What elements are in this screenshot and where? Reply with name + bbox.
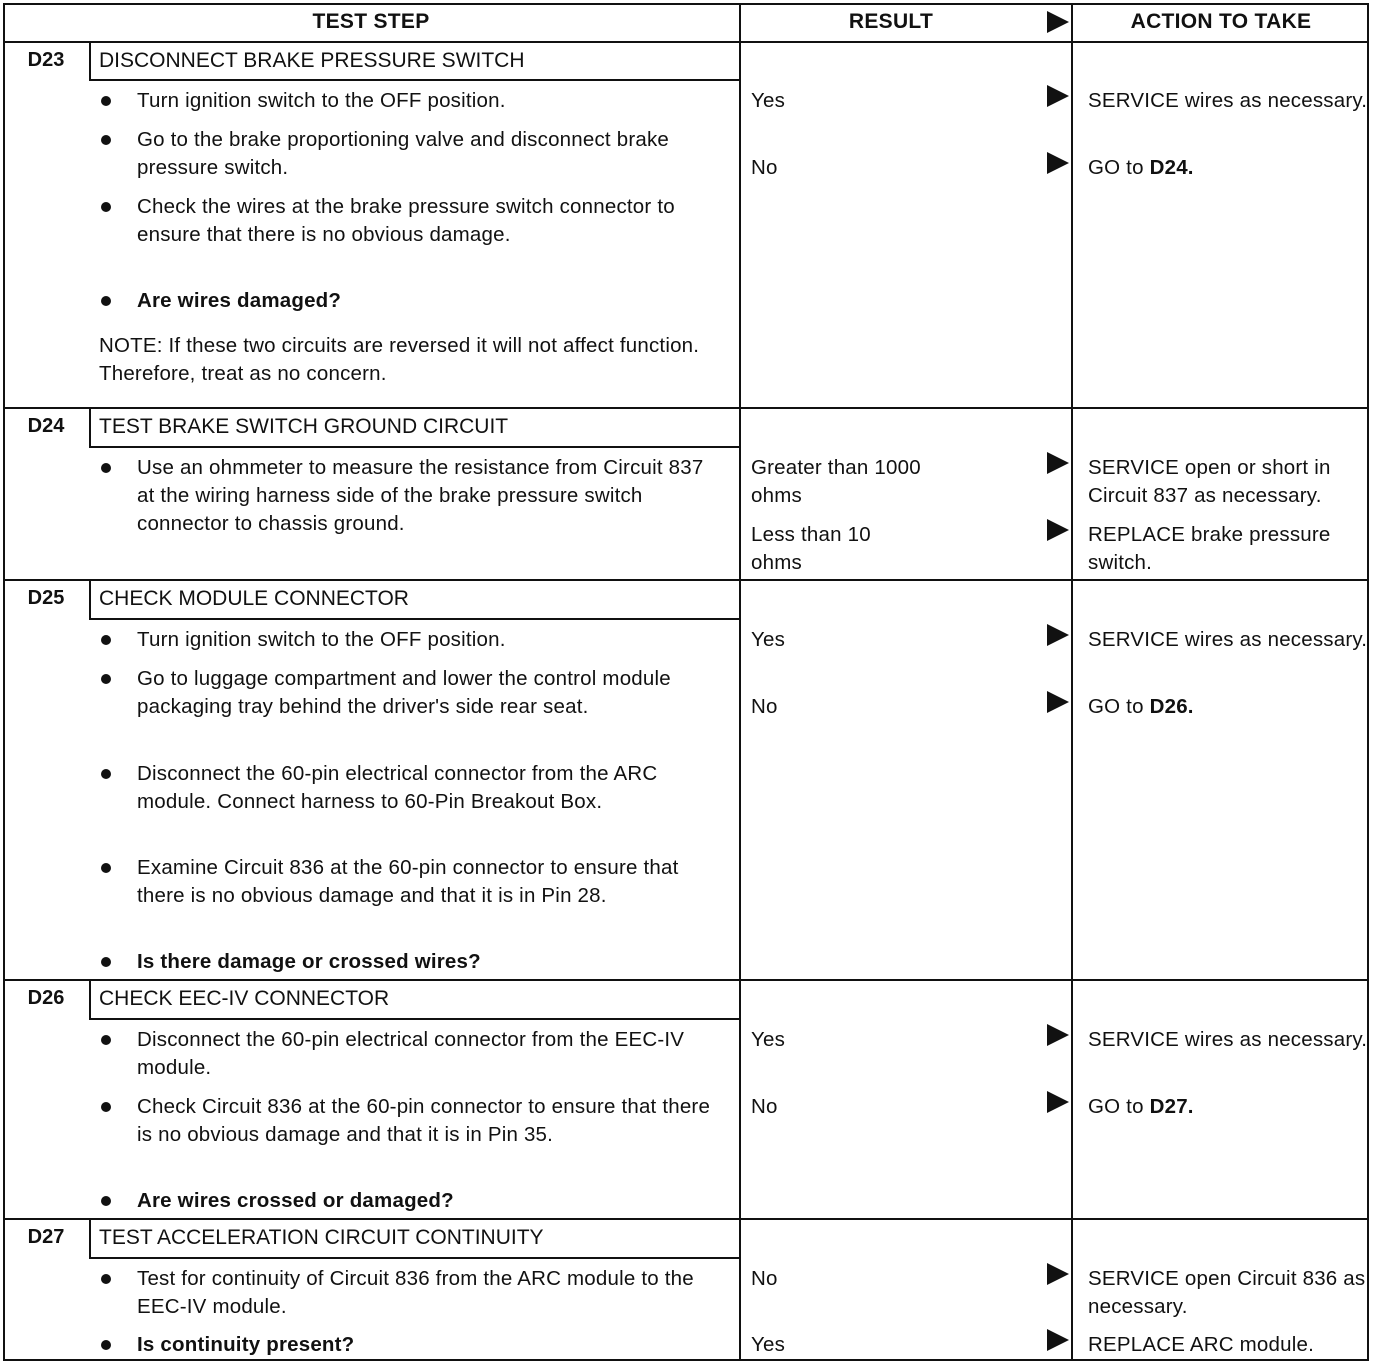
step-title-underline <box>89 79 739 81</box>
procedure-question: Is continuity present? <box>97 1331 713 1359</box>
arrow-icon <box>1047 1024 1069 1046</box>
procedure-bullet: Check the wires at the brake pressure switch connector to ensure that there is no obvious damage. <box>97 193 713 249</box>
result-yes: Yes <box>751 1028 786 1051</box>
arrow-icon <box>1047 452 1069 474</box>
bullet-icon <box>101 463 111 473</box>
procedure-bullet: Go to the brake proportioning valve and disconnect brake pressure switch. <box>97 126 713 182</box>
result-yes: Yes <box>751 1333 786 1356</box>
step-id-divider <box>89 408 91 446</box>
step-title: CHECK EEC-IV CONNECTOR <box>99 986 390 1010</box>
procedure-bullet: Turn ignition switch to the OFF position. <box>97 87 713 115</box>
procedure-bullet: Examine Circuit 836 at the 60-pin connector to ensure that there is no obvious damage and that it is in Pin 28. <box>97 854 713 910</box>
action-text: SERVICE wires as necessary. <box>1088 1028 1368 1051</box>
step-title: TEST ACCELERATION CIRCUIT CONTINUITY <box>99 1225 544 1249</box>
step-title: CHECK MODULE CONNECTOR <box>99 586 409 610</box>
table-left-border <box>3 3 5 1361</box>
step-id: D24 <box>27 415 65 437</box>
arrow-icon <box>1047 1263 1069 1285</box>
procedure-question: Are wires crossed or damaged? <box>97 1187 713 1215</box>
step-title-underline <box>89 446 739 448</box>
arrow-icon <box>1047 85 1069 107</box>
step-title-underline <box>89 1018 739 1020</box>
table-right-border <box>1367 3 1369 1361</box>
action-goto: GO to D26. <box>1088 695 1194 718</box>
step-title-underline <box>89 618 739 620</box>
diagnostic-table <box>3 3 1369 1361</box>
bullet-icon <box>101 635 111 645</box>
procedure-bullet: Check Circuit 836 at the 60-pin connector to ensure that there is no obvious damage and that it is in Pin 35. <box>97 1093 713 1149</box>
header-test-step: TEST STEP <box>312 10 430 33</box>
procedure-bullet: Go to luggage compartment and lower the control module packaging tray behind the driver's side rear seat. <box>97 665 713 721</box>
result-yes: Yes <box>751 89 786 112</box>
procedure-bullet: Test for continuity of Circuit 836 from the ARC module to the EEC-IV module. <box>97 1265 713 1321</box>
step-reference: D27. <box>1149 1095 1194 1118</box>
action-goto: GO to D27. <box>1088 1095 1194 1118</box>
result-no: No <box>751 156 778 179</box>
action-text: SERVICE open Circuit 836 as necessary. <box>1088 1267 1366 1318</box>
action-text: SERVICE wires as necessary. <box>1088 89 1368 112</box>
bullet-icon <box>101 1274 111 1284</box>
bullet-icon <box>101 957 111 967</box>
procedure-bullet: Turn ignition switch to the OFF position. <box>97 626 713 654</box>
bullet-icon <box>101 1340 111 1350</box>
procedure-bullet: Use an ohmmeter to measure the resistance from Circuit 837 at the wiring harness side of the brake pressure switch connector to chassis ground. <box>97 454 713 538</box>
bullet-icon <box>101 202 111 212</box>
header-arrow-icon <box>1047 11 1069 33</box>
step-id: D26 <box>27 987 65 1009</box>
bullet-icon <box>101 1196 111 1206</box>
result-yes: Yes <box>751 628 786 651</box>
procedure-bullet: Disconnect the 60-pin electrical connector from the ARC module. Connect harness to 60-Pin Breakout Box. <box>97 760 713 816</box>
bullet-icon <box>101 96 111 106</box>
result-greater-than: Greater than 1000 ohms <box>751 456 921 507</box>
step-title-underline <box>89 1257 739 1259</box>
procedure-question: Are wires damaged? <box>97 287 713 315</box>
step-reference: D26. <box>1149 695 1194 718</box>
bullet-icon <box>101 674 111 684</box>
action-text: REPLACE ARC module. <box>1088 1333 1314 1356</box>
action-text: SERVICE wires as necessary. <box>1088 628 1368 651</box>
column-divider-result-action <box>1071 3 1073 1361</box>
column-divider-step-result <box>739 3 741 1361</box>
step-title: DISCONNECT BRAKE PRESSURE SWITCH <box>99 48 525 72</box>
step-id-divider <box>89 580 91 618</box>
result-no: No <box>751 1267 778 1290</box>
procedure-note: NOTE: If these two circuits are reversed it will not affect function. Therefore, treat as no concern. <box>99 334 700 385</box>
header-result: RESULT <box>848 10 934 33</box>
step-id-divider <box>89 980 91 1018</box>
arrow-icon <box>1047 1329 1069 1351</box>
step-id-divider <box>89 42 91 79</box>
arrow-icon <box>1047 1091 1069 1113</box>
bullet-icon <box>101 1102 111 1112</box>
bullet-icon <box>101 135 111 145</box>
result-no: No <box>751 1095 778 1118</box>
step-id-divider <box>89 1219 91 1257</box>
procedure-question: Is there damage or crossed wires? <box>97 948 713 976</box>
arrow-icon <box>1047 152 1069 174</box>
bullet-icon <box>101 296 111 306</box>
bullet-icon <box>101 769 111 779</box>
arrow-icon <box>1047 691 1069 713</box>
step-title: TEST BRAKE SWITCH GROUND CIRCUIT <box>99 414 509 438</box>
header-action-to-take: ACTION TO TAKE <box>1130 10 1312 33</box>
action-text: REPLACE brake pressure switch. <box>1088 523 1331 574</box>
bullet-icon <box>101 863 111 873</box>
result-less-than: Less than 10 ohms <box>751 523 871 574</box>
step-id: D23 <box>27 49 65 71</box>
action-text: SERVICE open or short in Circuit 837 as necessary. <box>1088 456 1331 507</box>
table-bottom-border <box>3 1359 1369 1361</box>
result-no: No <box>751 695 778 718</box>
arrow-icon <box>1047 624 1069 646</box>
action-goto: GO to D24. <box>1088 156 1194 179</box>
step-id: D25 <box>27 587 65 609</box>
procedure-bullet: Disconnect the 60-pin electrical connector from the EEC-IV module. <box>97 1026 713 1082</box>
step-id: D27 <box>27 1226 65 1248</box>
arrow-icon <box>1047 519 1069 541</box>
step-reference: D24. <box>1149 156 1194 179</box>
bullet-icon <box>101 1035 111 1045</box>
